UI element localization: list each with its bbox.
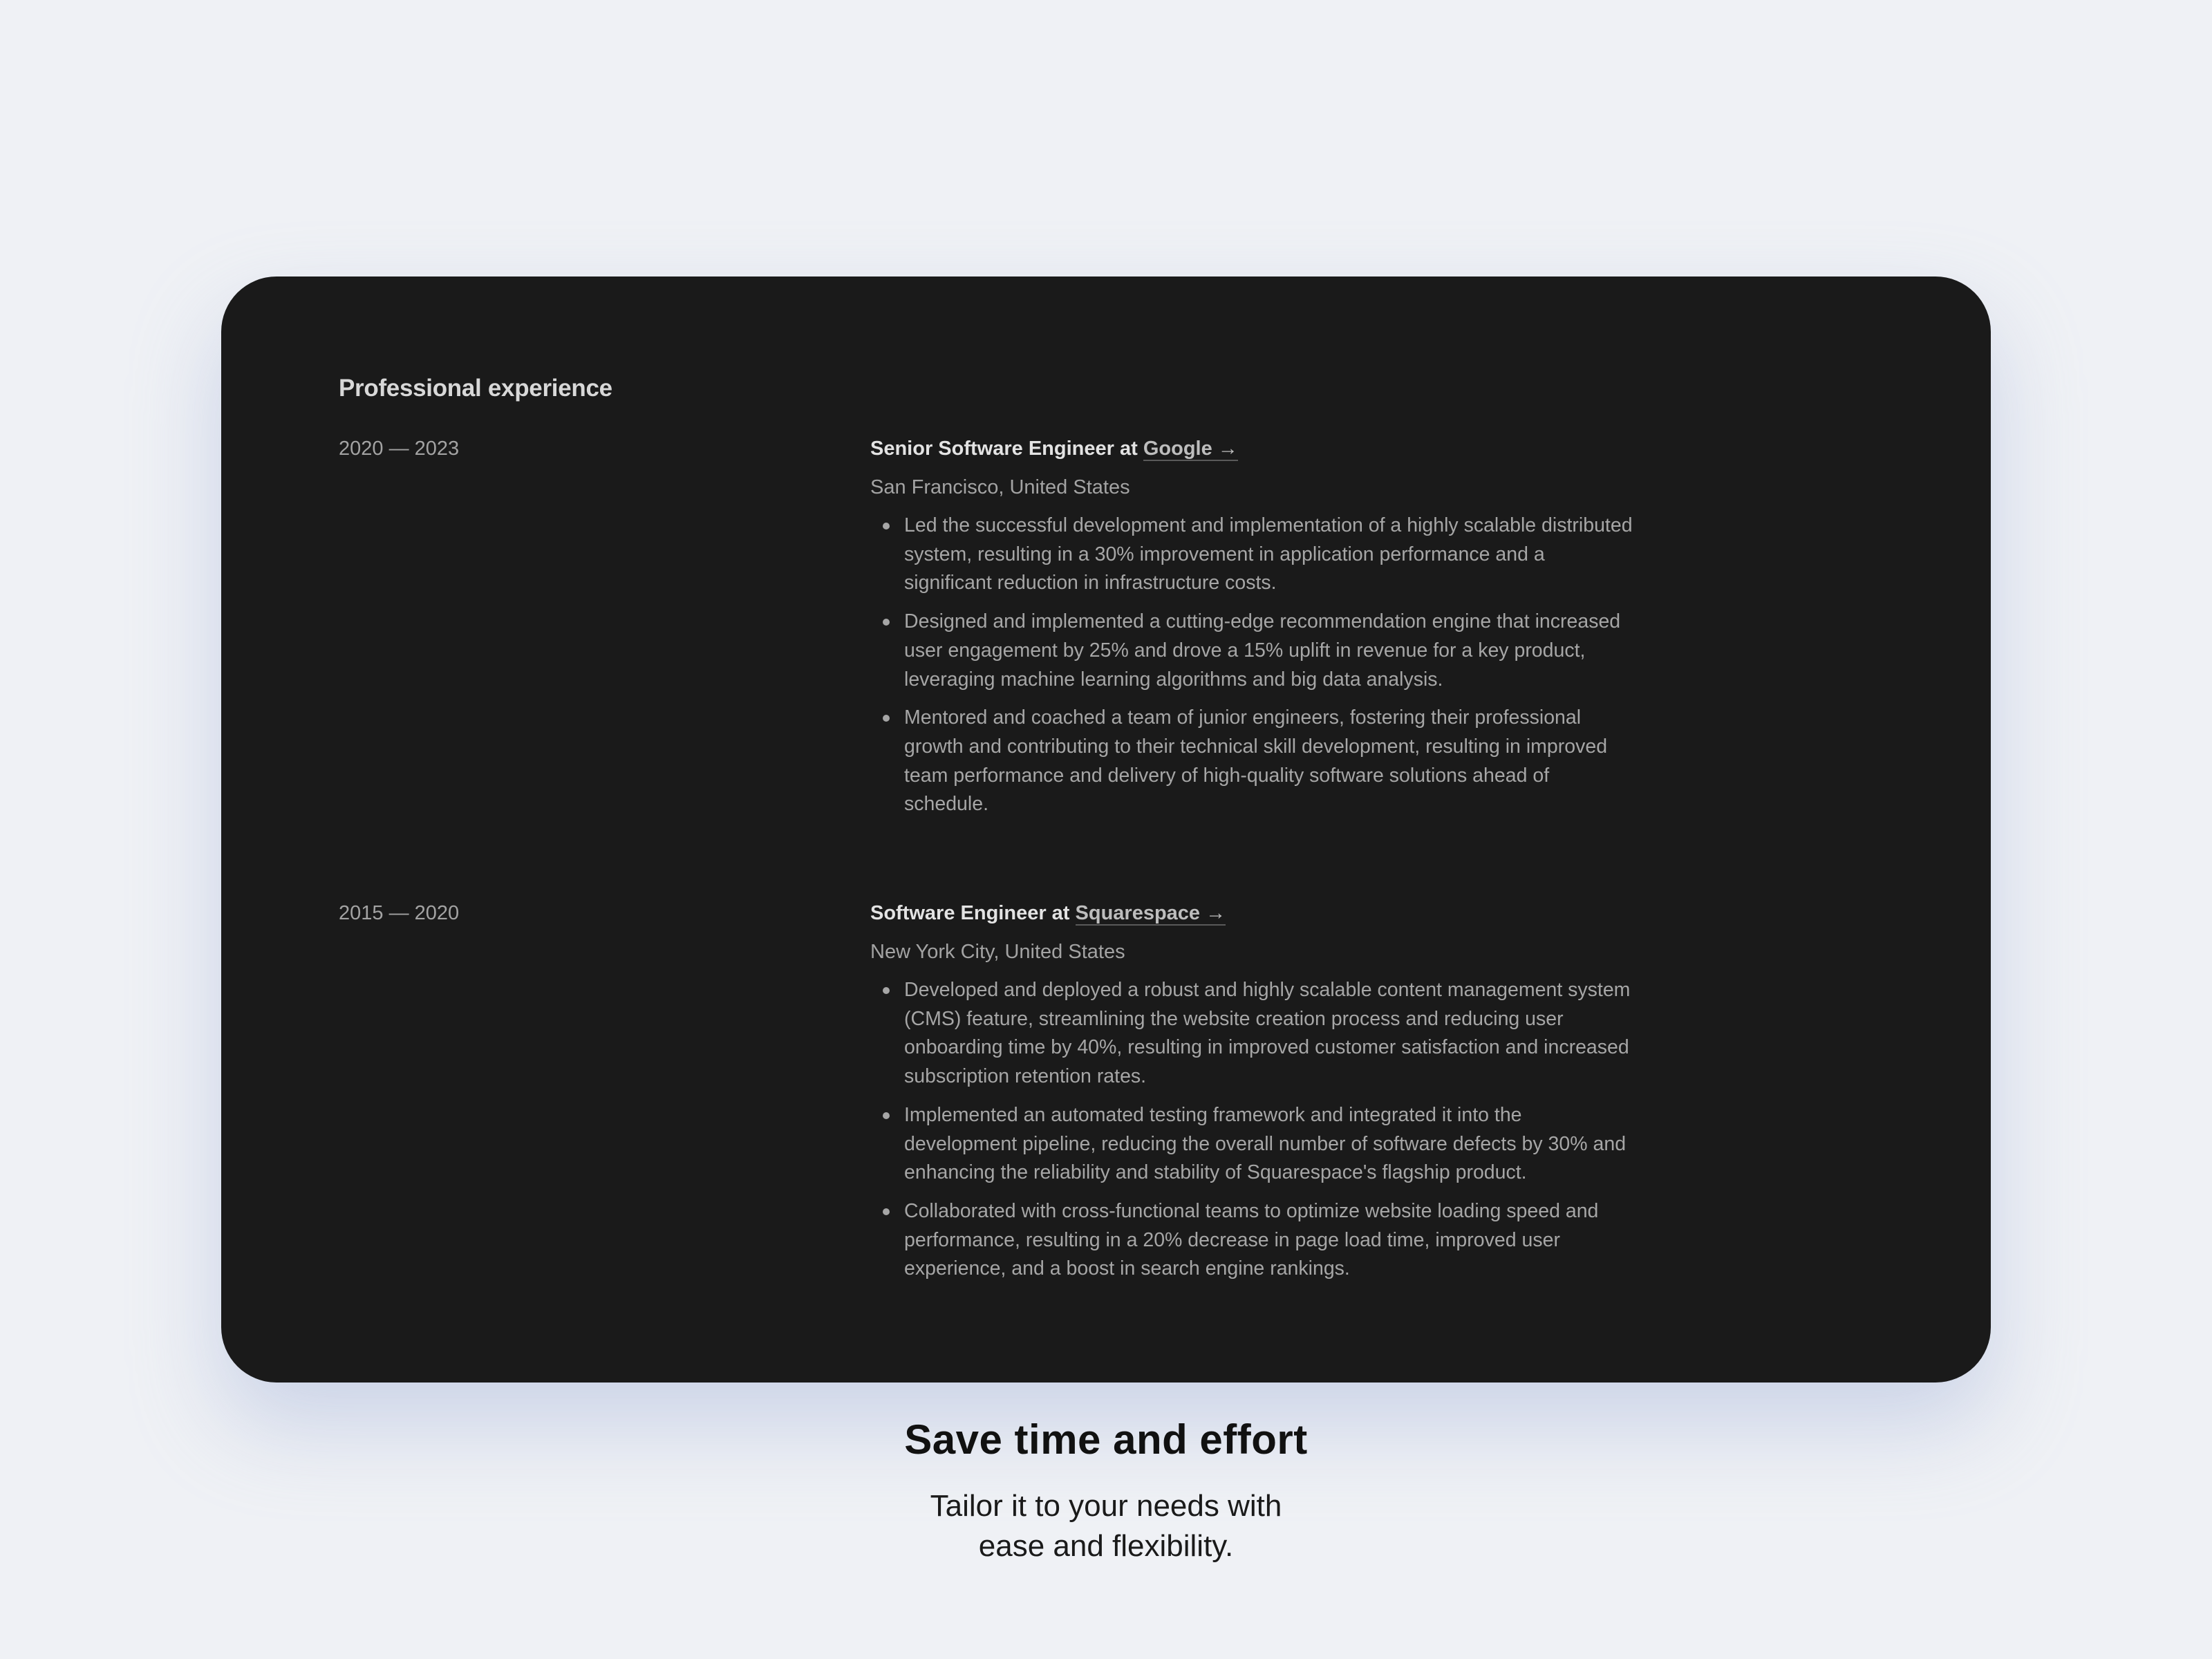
achievement-item — [870, 1101, 1638, 1188]
achievement-text: Mentored and coached a team of junior engineers, fostering their professional growth and contributing to their technical skill development, resulting in improved team performance and delivery of high-quality software solutions ahead of schedule. — [904, 706, 1608, 816]
achievement-text: Collaborated with cross-functional teams to optimize website loading speed and performance, resulting in a 20% decrease in page load time, improved user experience, and a boost in search engine rankings. — [904, 1199, 1599, 1280]
job-achievements — [870, 976, 1638, 1284]
resume-preview-card — [221, 276, 1991, 1382]
achievement-item — [870, 608, 1638, 694]
job-dates: 2020 — 2023 — [339, 438, 460, 460]
bullet-icon — [883, 1112, 890, 1119]
feature-subtitle-line: ease and flexibility. — [978, 1529, 1234, 1563]
job-details — [870, 899, 1638, 1293]
job-details — [870, 434, 1638, 829]
achievement-text: Developed and deployed a robust and highly scalable content management system (CMS) feature, streamlining the website creation process and reducing user onboarding time by 40%, resulting in improved customer satisfaction and increased subscription retention rates. — [904, 979, 1631, 1088]
bullet-icon — [883, 987, 890, 994]
achievement-item — [870, 976, 1638, 1091]
achievement-text: Led the successful development and implementation of a highly scalable distributed system, resulting in a 30% improvement in application performance and a significant reduction in infrastructure costs. — [904, 514, 1633, 594]
achievement-item — [870, 1197, 1638, 1284]
job-dates: 2015 — 2020 — [339, 902, 460, 924]
job-role: Software Engineer at — [870, 902, 1076, 924]
bullet-icon — [883, 1208, 890, 1215]
section-title: Professional experience — [339, 375, 612, 402]
achievement-text: Designed and implemented a cutting-edge recommendation engine that increased user engagement by 25% and drove a 15% uplift in revenue for a key product, leveraging machine learning algorithms and big data analysis. — [904, 610, 1621, 691]
feature-subtitle — [0, 1486, 2212, 1566]
job-role: Senior Software Engineer at — [870, 438, 1143, 460]
company-link-google[interactable]: Google → — [1143, 438, 1238, 460]
bullet-icon — [883, 523, 890, 529]
company-link-squarespace[interactable]: Squarespace → — [1075, 902, 1226, 924]
achievement-item — [870, 512, 1638, 598]
job-location: San Francisco, United States — [870, 476, 1130, 498]
job-title — [870, 434, 1638, 463]
feature-title: Save time and effort — [904, 1416, 1308, 1463]
achievement-item — [870, 704, 1638, 819]
job-title — [870, 899, 1638, 928]
feature-subtitle-line: Tailor it to your needs with — [930, 1489, 1282, 1523]
job-location: New York City, United States — [870, 941, 1125, 963]
bullet-icon — [883, 619, 890, 626]
job-achievements — [870, 512, 1638, 819]
achievement-text: Implemented an automated testing framework and integrated it into the development pipeline, reducing the overall number of software defects by 30% and enhancing the reliability and stability of Squarespace's flagship product. — [904, 1103, 1627, 1184]
bullet-icon — [883, 715, 890, 722]
